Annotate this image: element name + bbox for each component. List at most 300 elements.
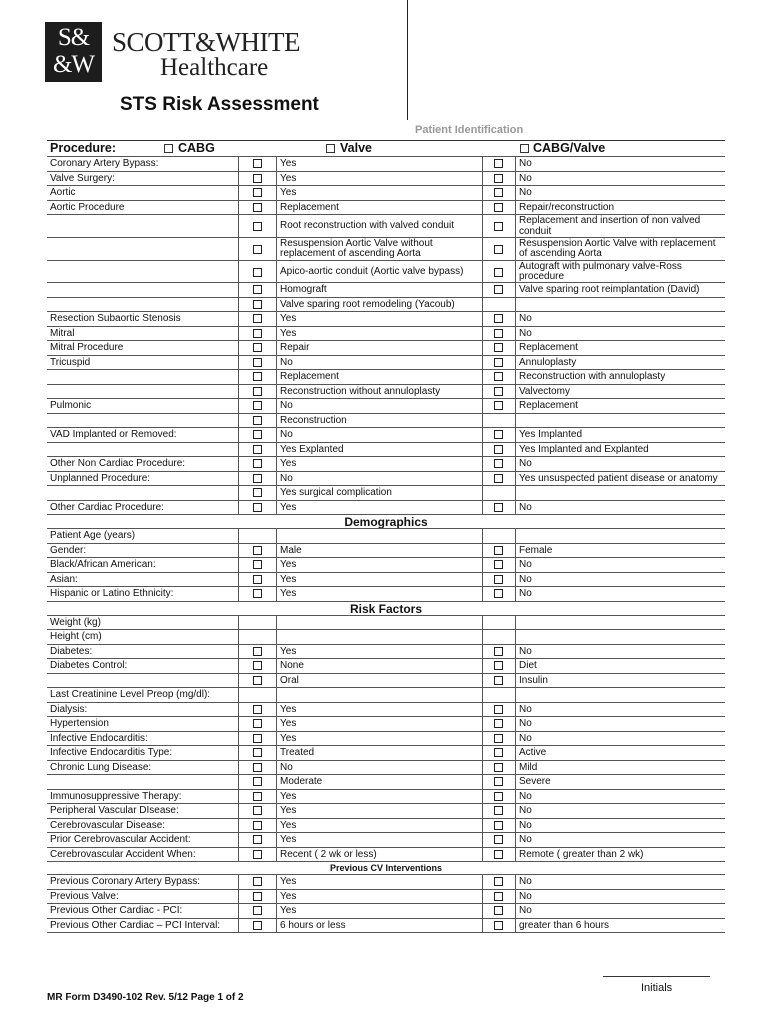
option-b-label: Remote ( greater than 2 wk) [515, 848, 725, 862]
option-a-cell [238, 238, 276, 260]
form-row [47, 171, 725, 186]
option-a-checkbox[interactable] [253, 488, 262, 497]
option-b-cell [482, 848, 515, 862]
option-a-checkbox[interactable] [253, 416, 262, 425]
option-a-cell [238, 919, 276, 933]
option-b-label: No [515, 645, 725, 659]
option-b-cell [482, 659, 515, 673]
option-a-cell [238, 283, 276, 297]
option-a-checkbox[interactable] [253, 474, 262, 483]
procedure-valve-label: Valve [340, 141, 372, 155]
procedure-valve-checkbox[interactable] [326, 144, 335, 153]
field-label: Valve Surgery: [50, 172, 115, 184]
option-a-cell[interactable] [238, 688, 276, 702]
field-label: Mitral Procedure [50, 342, 124, 353]
option-b-label [515, 616, 725, 630]
option-b-checkbox[interactable] [494, 401, 503, 410]
option-b-cell [482, 261, 515, 283]
form-row [47, 803, 725, 818]
option-b-cell [482, 732, 515, 746]
option-b-checkbox[interactable] [494, 777, 503, 786]
option-b-cell [482, 399, 515, 413]
form-row [47, 543, 725, 558]
field-label: Previous Other Cardiac – PCI Interval: [50, 919, 221, 931]
field-label [47, 215, 238, 237]
option-a-cell[interactable] [238, 529, 276, 543]
form-row [47, 818, 725, 833]
field-label: Previous Coronary Artery Bypass: [50, 876, 201, 887]
field-label: Resection Subaortic Stenosis [50, 313, 181, 324]
option-a-checkbox[interactable] [253, 387, 262, 396]
option-b-checkbox[interactable] [494, 806, 503, 815]
option-a-checkbox[interactable] [253, 748, 262, 757]
page-title: STS Risk Assessment [120, 94, 319, 115]
procedure-cabg-valve-checkbox[interactable] [520, 144, 529, 153]
option-b-checkbox[interactable] [494, 705, 503, 714]
option-b-label: Resuspension Aortic Valve with replacement of ascending Aorta [515, 238, 725, 260]
field-label: Tricuspid [50, 356, 91, 368]
form-row [47, 615, 725, 630]
option-a-cell [238, 157, 276, 171]
option-b-cell [482, 501, 515, 515]
field-label [47, 414, 238, 428]
option-a-cell [238, 732, 276, 746]
option-b-checkbox[interactable] [494, 387, 503, 396]
procedure-header [47, 141, 725, 156]
option-b-checkbox[interactable] [494, 188, 503, 197]
option-b-checkbox[interactable] [494, 343, 503, 352]
option-a-checkbox[interactable] [253, 329, 262, 338]
option-a-label: Yes [276, 904, 482, 918]
option-a-label: Yes [276, 457, 482, 471]
form-row [47, 572, 725, 587]
option-a-cell [238, 370, 276, 384]
option-a-checkbox[interactable] [253, 589, 262, 598]
option-a-cell[interactable] [238, 616, 276, 630]
option-a-cell [238, 703, 276, 717]
option-a-cell [238, 215, 276, 237]
option-a-cell[interactable] [238, 630, 276, 644]
field-label: Unplanned Procedure: [50, 472, 151, 484]
option-a-label: Yes [276, 890, 482, 904]
procedure-label: Procedure: [50, 141, 116, 155]
option-b-cell [482, 890, 515, 904]
option-a-cell [238, 819, 276, 833]
option-a-checkbox[interactable] [253, 222, 262, 231]
field-label: Mitral [50, 327, 75, 339]
logo-monogram-bottom: &W [52, 51, 95, 78]
form-row [47, 874, 725, 889]
option-a-checkbox[interactable] [253, 188, 262, 197]
option-b-label: Active [515, 746, 725, 760]
option-a-label: Yes [276, 157, 482, 171]
option-b-checkbox[interactable] [494, 877, 503, 886]
option-a-cell [238, 746, 276, 760]
form-footer: MR Form D3490-102 Rev. 5/12 Page 1 of 2 [47, 992, 244, 1003]
option-a-cell [238, 472, 276, 486]
option-b-checkbox[interactable] [494, 159, 503, 168]
option-a-checkbox[interactable] [253, 268, 262, 277]
option-a-cell [238, 327, 276, 341]
field-label [47, 443, 238, 457]
form-row [47, 644, 725, 659]
option-a-label: Yes [276, 804, 482, 818]
option-b-cell [482, 875, 515, 889]
field-label: Hispanic or Latino Ethnicity: [50, 588, 174, 599]
form-row [47, 903, 725, 918]
option-b-label [515, 486, 725, 500]
option-b-label: Valve sparing root reimplantation (David) [515, 283, 725, 297]
form-row [47, 847, 725, 862]
option-a-label: Reconstruction without annuloplasty [276, 385, 482, 399]
option-a-label: Treated [276, 746, 482, 760]
option-b-cell [482, 443, 515, 457]
form-row [47, 442, 725, 457]
option-b-cell [482, 573, 515, 587]
option-b-checkbox[interactable] [494, 314, 503, 323]
option-b-cell [482, 558, 515, 572]
field-label [47, 486, 238, 500]
option-a-label [276, 630, 482, 644]
option-a-checkbox[interactable] [253, 676, 262, 685]
form-row [47, 398, 725, 413]
option-b-label: No [515, 804, 725, 818]
section-heading: Demographics [47, 514, 725, 528]
option-a-cell [238, 587, 276, 601]
option-a-checkbox[interactable] [253, 575, 262, 584]
form-row [47, 629, 725, 644]
option-a-label: Yes [276, 833, 482, 847]
option-a-cell [238, 761, 276, 775]
option-a-cell [238, 201, 276, 215]
option-a-checkbox[interactable] [253, 763, 262, 772]
form-row [47, 369, 725, 384]
option-a-checkbox[interactable] [253, 459, 262, 468]
option-b-cell [482, 457, 515, 471]
option-b-cell [482, 819, 515, 833]
option-a-cell [238, 414, 276, 428]
assessment-form [47, 140, 725, 933]
option-b-checkbox[interactable] [494, 921, 503, 930]
option-b-label: No [515, 457, 725, 471]
form-row [47, 156, 725, 171]
option-a-label: Yes [276, 875, 482, 889]
option-b-checkbox[interactable] [494, 748, 503, 757]
option-a-checkbox[interactable] [253, 314, 262, 323]
option-a-checkbox[interactable] [253, 372, 262, 381]
option-b-cell [482, 703, 515, 717]
field-label: Coronary Artery Bypass: [50, 158, 159, 169]
option-a-checkbox[interactable] [253, 806, 262, 815]
option-b-checkbox[interactable] [494, 222, 503, 231]
option-a-checkbox[interactable] [253, 159, 262, 168]
form-row [47, 658, 725, 673]
form-row [47, 355, 725, 370]
option-a-label: Yes [276, 790, 482, 804]
option-b-label: No [515, 732, 725, 746]
option-b-checkbox[interactable] [494, 203, 503, 212]
option-b-cell [482, 472, 515, 486]
option-a-cell [238, 645, 276, 659]
option-b-label: No [515, 833, 725, 847]
procedure-cabg-valve-label: CABG/Valve [533, 141, 606, 155]
option-b-label: Severe [515, 775, 725, 789]
option-a-checkbox[interactable] [253, 777, 262, 786]
option-b-label: Valvectomy [515, 385, 725, 399]
option-a-checkbox[interactable] [253, 906, 262, 915]
option-a-label [276, 616, 482, 630]
option-a-label: Moderate [276, 775, 482, 789]
field-label [47, 238, 238, 260]
form-row [47, 500, 725, 515]
option-b-cell [482, 312, 515, 326]
option-a-cell [238, 298, 276, 312]
option-a-cell [238, 544, 276, 558]
option-b-cell [482, 428, 515, 442]
option-a-checkbox[interactable] [253, 245, 262, 254]
option-a-checkbox[interactable] [253, 358, 262, 367]
option-b-cell [482, 587, 515, 601]
option-b-cell [482, 201, 515, 215]
procedure-cabg-checkbox[interactable] [164, 144, 173, 153]
option-b-cell [482, 215, 515, 237]
option-b-label: Yes Implanted [515, 428, 725, 442]
option-a-label: Replacement [276, 201, 482, 215]
option-b-checkbox[interactable] [494, 892, 503, 901]
table-bottom-border [47, 932, 725, 933]
option-a-cell [238, 659, 276, 673]
option-b-checkbox[interactable] [494, 285, 503, 294]
option-b-label: No [515, 558, 725, 572]
option-b-checkbox[interactable] [494, 850, 503, 859]
option-b-label: greater than 6 hours [515, 919, 725, 933]
option-b-label: No [515, 186, 725, 200]
option-a-label [276, 688, 482, 702]
field-label: Diabetes Control: [50, 660, 128, 671]
form-row [47, 471, 725, 486]
option-b-cell [482, 775, 515, 789]
option-a-checkbox[interactable] [253, 203, 262, 212]
option-a-checkbox[interactable] [253, 503, 262, 512]
option-b-checkbox[interactable] [494, 589, 503, 598]
form-row [47, 716, 725, 731]
option-a-label: Yes [276, 172, 482, 186]
option-a-label: Yes [276, 501, 482, 515]
form-row [47, 427, 725, 442]
field-label [47, 775, 238, 789]
form-row [47, 687, 725, 702]
option-a-label: Repair [276, 341, 482, 355]
option-b-label: Reconstruction with annuloplasty [515, 370, 725, 384]
option-b-checkbox[interactable] [494, 474, 503, 483]
option-a-label: Yes [276, 312, 482, 326]
option-a-checkbox[interactable] [253, 445, 262, 454]
field-label: Prior Cerebrovascular Accident: [50, 834, 191, 845]
option-a-checkbox[interactable] [253, 719, 262, 728]
initials-label: Initials [641, 982, 673, 994]
form-row [47, 528, 725, 543]
option-b-cell [482, 904, 515, 918]
option-b-label: Mild [515, 761, 725, 775]
option-a-checkbox[interactable] [253, 705, 262, 714]
option-a-label: Yes [276, 573, 482, 587]
option-b-label: No [515, 157, 725, 171]
option-b-checkbox[interactable] [494, 719, 503, 728]
option-a-checkbox[interactable] [253, 174, 262, 183]
field-label [47, 261, 238, 283]
field-label: Aortic Procedure [50, 201, 125, 213]
option-b-cell [482, 630, 515, 644]
option-b-cell [482, 341, 515, 355]
option-b-cell [482, 717, 515, 731]
option-b-label: Annuloplasty [515, 356, 725, 370]
option-a-cell [238, 172, 276, 186]
field-label: Previous Valve: [50, 890, 119, 902]
option-b-label [515, 298, 725, 312]
option-a-checkbox[interactable] [253, 343, 262, 352]
option-a-cell [238, 385, 276, 399]
option-a-cell [238, 486, 276, 500]
option-b-checkbox[interactable] [494, 430, 503, 439]
logo-monogram [45, 24, 102, 78]
form-row [47, 237, 725, 260]
option-a-cell [238, 833, 276, 847]
option-b-checkbox[interactable] [494, 575, 503, 584]
option-b-checkbox[interactable] [494, 763, 503, 772]
option-a-checkbox[interactable] [253, 430, 262, 439]
option-b-label [515, 414, 725, 428]
option-b-checkbox[interactable] [494, 906, 503, 915]
option-b-label: Yes Implanted and Explanted [515, 443, 725, 457]
option-b-checkbox[interactable] [494, 560, 503, 569]
option-b-checkbox[interactable] [494, 661, 503, 670]
option-a-cell [238, 674, 276, 688]
option-a-label: Yes [276, 717, 482, 731]
option-b-label: Replacement [515, 399, 725, 413]
field-label [47, 283, 238, 297]
option-b-cell [482, 674, 515, 688]
option-a-label: Yes [276, 186, 482, 200]
field-label: Dialysis: [50, 703, 88, 715]
initials-line [603, 976, 710, 977]
field-label: Diabetes: [50, 645, 93, 657]
option-b-cell [482, 746, 515, 760]
option-a-cell [238, 341, 276, 355]
option-b-checkbox[interactable] [494, 329, 503, 338]
option-b-label: Replacement [515, 341, 725, 355]
option-a-cell [238, 573, 276, 587]
option-b-checkbox[interactable] [494, 546, 503, 555]
option-b-checkbox[interactable] [494, 245, 503, 254]
option-a-checkbox[interactable] [253, 401, 262, 410]
form-row [47, 384, 725, 399]
option-a-checkbox[interactable] [253, 921, 262, 930]
option-a-checkbox[interactable] [253, 877, 262, 886]
option-b-checkbox[interactable] [494, 372, 503, 381]
option-a-checkbox[interactable] [253, 835, 262, 844]
option-a-label: Recent ( 2 wk or less) [276, 848, 482, 862]
option-a-checkbox[interactable] [253, 734, 262, 743]
option-a-checkbox[interactable] [253, 300, 262, 309]
option-b-checkbox[interactable] [494, 647, 503, 656]
option-b-label: Insulin [515, 674, 725, 688]
option-a-label: Oral [276, 674, 482, 688]
option-b-cell [482, 186, 515, 200]
form-row [47, 557, 725, 572]
option-b-checkbox[interactable] [494, 835, 503, 844]
option-a-cell [238, 399, 276, 413]
option-a-checkbox[interactable] [253, 661, 262, 670]
option-b-label: No [515, 819, 725, 833]
section-heading: Previous CV Interventions [47, 861, 725, 874]
form-row [47, 413, 725, 428]
option-a-label: Resuspension Aortic Valve without replacement of ascending Aorta [276, 238, 482, 260]
field-label: Hypertension [50, 718, 109, 729]
form-row [47, 731, 725, 746]
option-a-label: 6 hours or less [276, 919, 482, 933]
option-a-checkbox[interactable] [253, 285, 262, 294]
option-a-checkbox[interactable] [253, 792, 262, 801]
field-label: Gender: [50, 544, 87, 556]
form-row [47, 889, 725, 904]
option-a-checkbox[interactable] [253, 560, 262, 569]
option-b-label [515, 630, 725, 644]
option-b-label: No [515, 573, 725, 587]
option-b-checkbox[interactable] [494, 358, 503, 367]
option-a-label: Reconstruction [276, 414, 482, 428]
form-row [47, 456, 725, 471]
form-row [47, 485, 725, 500]
form-row [47, 586, 725, 601]
field-label: Cerebrovascular Disease: [50, 819, 166, 831]
option-b-checkbox[interactable] [494, 445, 503, 454]
option-a-checkbox[interactable] [253, 892, 262, 901]
option-b-cell [482, 238, 515, 260]
brand-name: SCOTT&WHITE [112, 27, 300, 57]
option-b-label [515, 529, 725, 543]
option-b-cell [482, 157, 515, 171]
option-b-cell [482, 298, 515, 312]
option-a-label: Apico-aortic conduit (Aortic valve bypass) [276, 261, 482, 283]
option-b-checkbox[interactable] [494, 676, 503, 685]
field-label: Previous Other Cardiac - PCI: [50, 905, 183, 916]
option-b-label: No [515, 875, 725, 889]
field-label: Infective Endocarditis Type: [50, 747, 173, 758]
option-b-label: No [515, 312, 725, 326]
option-a-label: None [276, 659, 482, 673]
option-b-cell [482, 616, 515, 630]
option-b-label: No [515, 703, 725, 717]
option-b-checkbox[interactable] [494, 459, 503, 468]
form-row [47, 789, 725, 804]
option-a-label: No [276, 761, 482, 775]
option-a-label: Replacement [276, 370, 482, 384]
option-a-checkbox[interactable] [253, 647, 262, 656]
option-a-checkbox[interactable] [253, 850, 262, 859]
option-b-checkbox[interactable] [494, 268, 503, 277]
option-a-checkbox[interactable] [253, 546, 262, 555]
option-b-checkbox[interactable] [494, 174, 503, 183]
option-b-checkbox[interactable] [494, 792, 503, 801]
option-a-label: Yes [276, 587, 482, 601]
option-a-checkbox[interactable] [253, 821, 262, 830]
option-b-checkbox[interactable] [494, 821, 503, 830]
option-b-label: No [515, 890, 725, 904]
form-row [47, 760, 725, 775]
option-b-checkbox[interactable] [494, 503, 503, 512]
option-a-label: Yes [276, 732, 482, 746]
option-b-checkbox[interactable] [494, 734, 503, 743]
